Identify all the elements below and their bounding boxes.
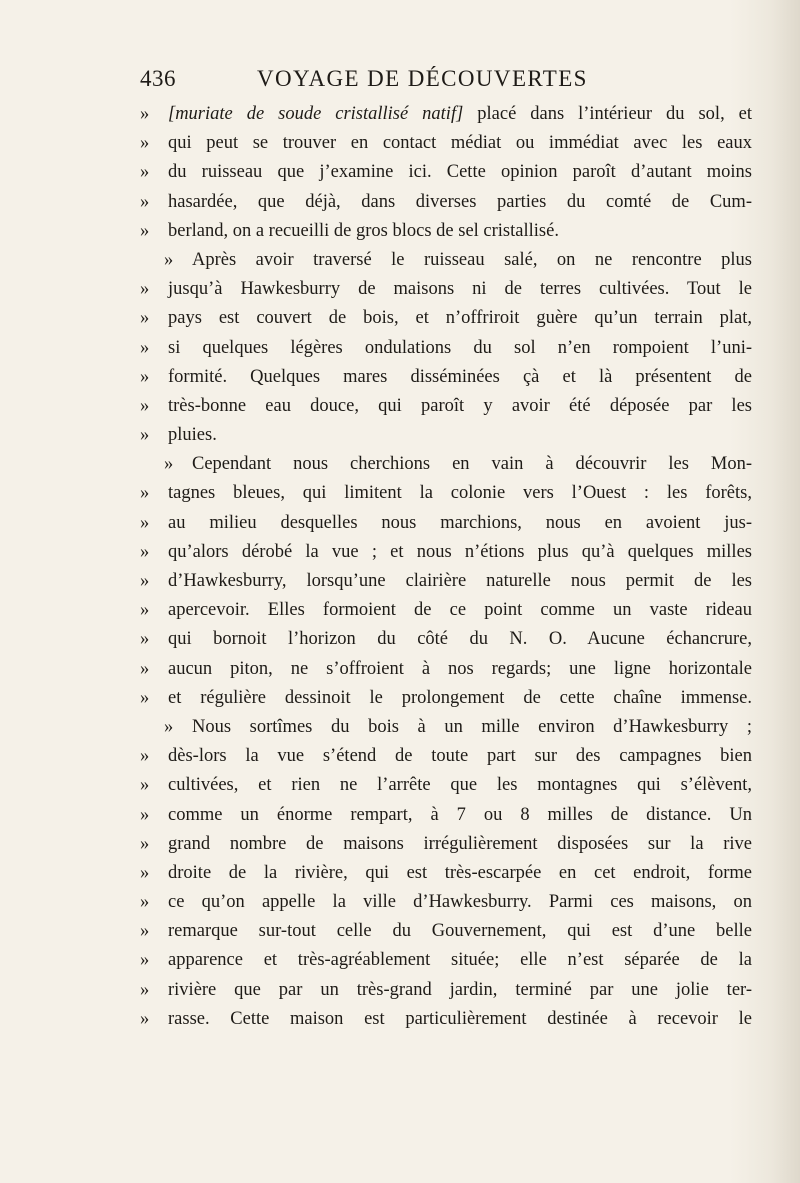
- quote-mark: »: [140, 104, 150, 124]
- quote-mark: »: [140, 629, 150, 650]
- running-title: VOYAGE DE DÉCOUVERTES: [257, 66, 588, 91]
- text-line: [140, 217, 752, 246]
- line-body: d’Hawkesburry, lorsqu’une clairière naturelle nous permit de les: [168, 571, 752, 591]
- line-body: qui peut se trouver en contact médiat ou immédiat avec les eaux: [168, 133, 752, 154]
- line-body: remarque sur-tout celle du Gouvernement, qui est d’une belle: [168, 921, 752, 942]
- line-body: droite de la rivière, qui est très-escarpée en cet endroit, forme: [168, 862, 752, 883]
- text-line: [140, 801, 752, 830]
- line-text: [168, 625, 752, 654]
- line-body: comme un énorme rempart, à 7 ou 8 milles de distance. Un: [168, 804, 752, 825]
- quote-mark: »: [140, 979, 150, 1000]
- quote-mark: »: [140, 687, 150, 708]
- line-body: jusqu’à Hawkesburry de maisons ni de terres cultivées. Tout le: [168, 279, 752, 300]
- body-text: [140, 100, 752, 1034]
- line-body: et régulière dessinoit le prolongement de cette chaîne immense.: [168, 687, 752, 708]
- text-line: [140, 538, 752, 567]
- line-text: [168, 304, 752, 333]
- line-body: apparence et très-agréablement située; elle n’est séparée de la: [168, 950, 752, 971]
- text-line: [140, 246, 752, 275]
- line-text: [168, 596, 752, 625]
- text-line: [140, 917, 752, 946]
- line-text: [168, 888, 752, 917]
- line-body: pluies.: [168, 425, 217, 446]
- text-line: [140, 188, 752, 217]
- line-text: [168, 100, 752, 129]
- line-text: [168, 392, 752, 421]
- quote-mark: »: [140, 483, 150, 504]
- line-body: si quelques légères ondulations du sol n’en rompoient l’uni-: [168, 337, 752, 358]
- quote-mark: »: [140, 133, 150, 154]
- quote-mark: »: [140, 571, 150, 591]
- line-text: [168, 830, 752, 859]
- line-body: au milieu desquelles nous marchions, nous en avoient jus-: [168, 512, 752, 533]
- text-line: [140, 421, 752, 450]
- text-line: [140, 509, 752, 538]
- text-line: [140, 976, 752, 1005]
- quote-mark: »: [140, 658, 150, 679]
- text-line: [140, 625, 752, 654]
- line-text: [168, 655, 752, 684]
- line-text: [168, 771, 752, 800]
- text-line: [140, 1005, 752, 1034]
- line-text: [168, 363, 752, 392]
- line-text: [168, 129, 752, 158]
- quote-mark: »: [164, 454, 174, 475]
- text-line: [140, 771, 752, 800]
- line-body: tagnes bleues, qui limitent la colonie vers l’Ouest : les forêts,: [168, 483, 752, 504]
- text-line: [140, 713, 752, 742]
- quote-mark: »: [140, 833, 150, 854]
- line-text: [168, 509, 752, 538]
- line-body: placé dans l’intérieur du sol, et: [463, 104, 752, 124]
- text-line: [140, 946, 752, 975]
- text-line: [140, 275, 752, 304]
- line-text: [192, 450, 752, 479]
- line-text: [168, 1005, 752, 1034]
- quote-mark: »: [140, 862, 150, 883]
- line-body: qui bornoit l’horizon du côté du N. O. Aucune échancrure,: [168, 629, 752, 650]
- line-text: [168, 976, 752, 1005]
- text-line: [140, 830, 752, 859]
- line-body: rasse. Cette maison est particulièrement destinée à recevoir le: [168, 1008, 752, 1029]
- quote-mark: »: [140, 512, 150, 533]
- line-text: [168, 538, 752, 567]
- quote-mark: »: [140, 395, 150, 416]
- line-text: [168, 684, 752, 713]
- line-body: dès-lors la vue s’étend de toute part sur des campagnes bien: [168, 746, 752, 767]
- quote-mark: »: [140, 425, 150, 446]
- quote-mark: »: [164, 249, 174, 270]
- line-text: [192, 246, 752, 275]
- line-body: ce qu’on appelle la ville d’Hawkesburry. Parmi ces maisons, on: [168, 892, 752, 913]
- quote-mark: »: [140, 366, 150, 387]
- text-line: [140, 129, 752, 158]
- italic-text: [muriate de soude cristallisé natif]: [168, 104, 464, 124]
- line-text: [168, 158, 752, 187]
- line-body: aucun piton, ne s’offroient à nos regards; une ligne horizontale: [168, 658, 752, 679]
- line-text: [168, 188, 752, 217]
- text-line: [140, 334, 752, 363]
- line-body: hasardée, que déjà, dans diverses parties du comté de Cum-: [168, 191, 752, 212]
- line-text: [168, 567, 752, 596]
- text-line: [140, 567, 752, 596]
- text-line: [140, 596, 752, 625]
- quote-mark: »: [140, 746, 150, 767]
- line-body: très-bonne eau douce, qui paroît y avoir été déposée par les: [168, 395, 752, 416]
- line-body: cultivées, et rien ne l’arrête que les montagnes qui s’élèvent,: [168, 775, 752, 796]
- line-text: [168, 421, 752, 450]
- line-text: [168, 334, 752, 363]
- quote-mark: »: [140, 337, 150, 358]
- quote-mark: »: [140, 921, 150, 942]
- quote-mark: »: [140, 541, 150, 562]
- text-line: [140, 742, 752, 771]
- line-body: qu’alors dérobé la vue ; et nous n’étions plus qu’à quelques milles: [168, 541, 752, 562]
- quote-mark: »: [140, 191, 150, 212]
- text-line: [140, 655, 752, 684]
- line-body: rivière que par un très-grand jardin, terminé par une jolie ter-: [168, 979, 752, 1000]
- text-line: [140, 304, 752, 333]
- text-line: [140, 450, 752, 479]
- line-text: [168, 946, 752, 975]
- line-text: [192, 713, 752, 742]
- text-line: [140, 888, 752, 917]
- quote-mark: »: [140, 308, 150, 329]
- text-line: [140, 684, 752, 713]
- quote-mark: »: [140, 950, 150, 971]
- quote-mark: »: [140, 1008, 150, 1029]
- quote-mark: »: [140, 279, 150, 300]
- line-body: berland, on a recueilli de gros blocs de sel cristallisé.: [168, 220, 559, 241]
- line-text: [168, 217, 752, 246]
- quote-mark: »: [140, 775, 150, 796]
- text-line: [140, 859, 752, 888]
- line-text: [168, 917, 752, 946]
- line-body: formité. Quelques mares disséminées çà et là présentent de: [168, 366, 752, 387]
- text-line: [140, 100, 752, 129]
- line-text: [168, 801, 752, 830]
- line-text: [168, 742, 752, 771]
- line-body: Cependant nous cherchions en vain à découvrir les Mon-: [192, 454, 752, 475]
- text-line: [140, 479, 752, 508]
- quote-mark: »: [140, 600, 150, 621]
- line-body: du ruisseau que j’examine ici. Cette opinion paroît d’autant moins: [168, 162, 752, 183]
- line-text: [168, 859, 752, 888]
- quote-mark: »: [164, 716, 174, 737]
- text-line: [140, 158, 752, 187]
- quote-mark: »: [140, 804, 150, 825]
- quote-mark: »: [140, 220, 150, 241]
- page-number: 436: [140, 66, 176, 91]
- quote-mark: »: [140, 162, 150, 183]
- quote-mark: »: [140, 892, 150, 913]
- text-line: [140, 363, 752, 392]
- line-text: [168, 275, 752, 304]
- text-line: [140, 392, 752, 421]
- line-body: Après avoir traversé le ruisseau salé, on ne rencontre plus: [192, 249, 752, 270]
- line-body: Nous sortîmes du bois à un mille environ d’Hawkesburry ;: [192, 716, 752, 737]
- line-body: apercevoir. Elles formoient de ce point comme un vaste rideau: [168, 600, 752, 621]
- line-text: [168, 479, 752, 508]
- line-body: pays est couvert de bois, et n’offriroit guère qu’un terrain plat,: [168, 308, 752, 329]
- line-body: grand nombre de maisons irrégulièrement disposées sur la rive: [168, 833, 752, 854]
